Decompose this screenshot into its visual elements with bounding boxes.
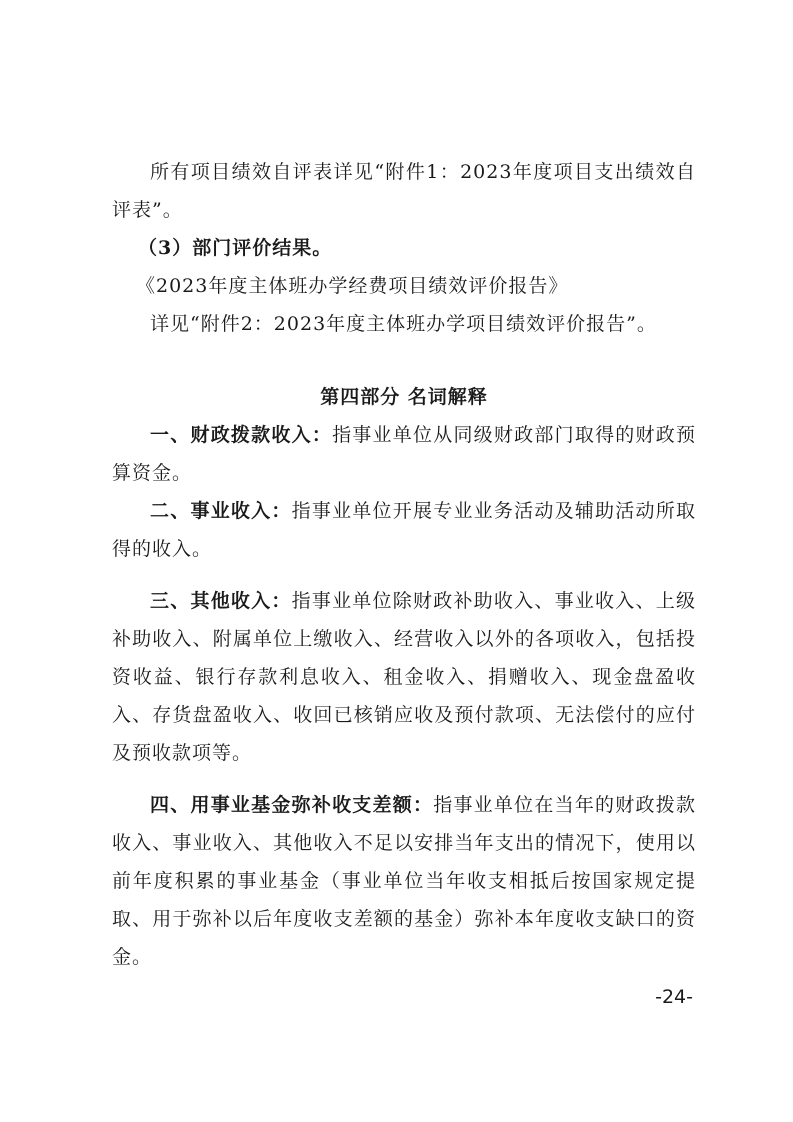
term-fiscal-appropriation <box>112 416 696 492</box>
term-label: 四、用事业基金弥补收支差额： <box>150 794 434 816</box>
section-title: 第四部分 名词解释 <box>320 386 488 408</box>
term-business-fund-offset <box>112 786 696 976</box>
term-definition: 指事业单位在当年的财政拨款收入、事业收入、其他收入不足以安排当年支出的情况下，使用以前年度积累的事业基金（事业单位当年收支相抵后按国家规定提取、用于弥补以后年度收支差额的基金）弥补本年度收支缺口的资金。 <box>112 794 696 968</box>
term-definition: 指事业单位从同级财政部门取得的财政预算资金。 <box>112 424 696 484</box>
term-label: 二、事业收入： <box>150 500 292 522</box>
term-label: 一、财政拨款收入： <box>150 424 333 446</box>
report-title: 《2023年度主体班办学经费项目绩效评价报告》 <box>136 275 569 297</box>
term-label: 三、其他收入： <box>150 590 292 612</box>
paragraph-attachment-2: 详见“附件2：2023年度主体班办学项目绩效评价报告”。 <box>150 313 657 335</box>
page-number: -24- <box>655 986 693 1008</box>
paragraph-self-evaluation: 所有项目绩效自评表详见“附件1：2023年度项目支出绩效自评表”。 <box>112 161 696 221</box>
subheading-department-evaluation: （3）部门评价结果。 <box>138 237 333 259</box>
term-definition: 指事业单位除财政补助收入、事业收入、上级补助收入、附属单位上缴收入、经营收入以外的各项收入，包括投资收益、银行存款利息收入、租金收入、捐赠收入、现金盘盈收入、存货盘盈收入、收回已核销应收及预付款项、无法偿付的应付及预收款项等。 <box>112 590 696 764</box>
term-other-income <box>112 582 696 772</box>
term-definition: 指事业单位开展专业业务活动及辅助活动所取得的收入。 <box>112 500 696 560</box>
term-business-income <box>112 492 696 568</box>
